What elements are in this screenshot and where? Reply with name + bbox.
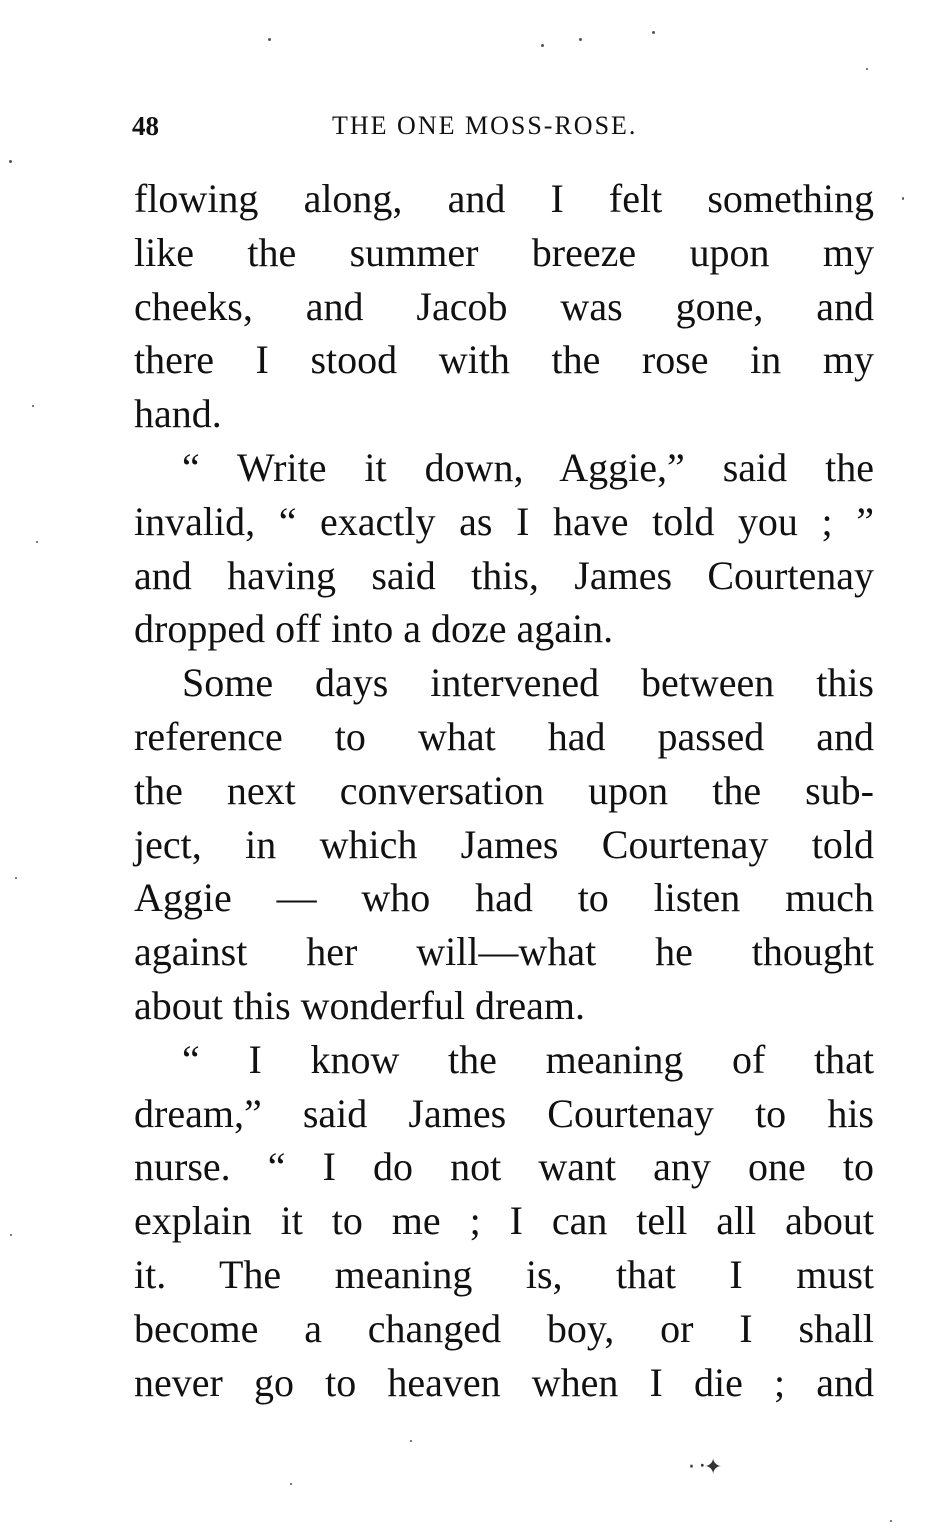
text-line: the next conversation upon the sub- — [134, 767, 874, 813]
text-line: “ Write it down, Aggie,” said the — [182, 444, 874, 490]
text-line: reference to what had passed and — [134, 713, 874, 759]
scan-speck — [290, 1483, 292, 1485]
page-number: 48 — [132, 111, 159, 141]
text-line: flowing along, and I felt something — [134, 176, 874, 221]
scan-speck — [268, 38, 271, 41]
text-line: against her will—what he thought — [134, 929, 874, 975]
scan-speck — [32, 405, 34, 407]
text-line: dream,” said James Courtenay to his — [134, 1090, 874, 1136]
running-head — [132, 111, 874, 141]
body-text — [134, 172, 874, 1409]
text-line: and having said this, James Courtenay — [134, 552, 874, 598]
text-line: about this wonderful dream. — [134, 982, 585, 1028]
ink-speck-mark: ·᠂✦ — [688, 1455, 723, 1480]
text-line: nurse. “ I do not want any one to — [134, 1144, 874, 1190]
text-line: Some days intervened between this — [182, 660, 874, 706]
scan-speck — [10, 1234, 12, 1236]
scan-speck — [652, 31, 655, 34]
scan-speck — [541, 44, 544, 47]
text-line: it. The meaning is, that I must — [134, 1251, 874, 1297]
scan-speck — [15, 877, 17, 879]
text-line: ject, in which James Courtenay told — [134, 821, 874, 867]
text-line: invalid, “ exactly as I have told you ; ” — [134, 498, 874, 544]
running-title: THE ONE MOSS-ROSE. — [332, 111, 638, 140]
text-line: Aggie — who had to listen much — [134, 875, 874, 921]
scan-speck — [866, 68, 868, 70]
text-line: hand. — [134, 391, 222, 437]
scan-speck — [9, 160, 12, 163]
scan-speck — [579, 38, 582, 41]
text-line: like the summer breeze upon my — [134, 229, 874, 275]
text-line: “ I know the meaning of that — [182, 1036, 874, 1082]
scan-speck — [902, 197, 904, 200]
scan-speck — [890, 1520, 892, 1522]
text-line: become a changed boy, or I shall — [134, 1305, 874, 1351]
text-line: explain it to me ; I can tell all about — [134, 1198, 874, 1244]
scan-speck — [410, 1440, 412, 1442]
text-line: there I stood with the rose in my — [134, 337, 874, 383]
text-line: never go to heaven when I die ; and — [134, 1359, 874, 1405]
text-line: cheeks, and Jacob was gone, and — [134, 283, 874, 329]
text-line: dropped off into a doze again. — [134, 606, 614, 652]
scan-speck — [36, 541, 38, 543]
